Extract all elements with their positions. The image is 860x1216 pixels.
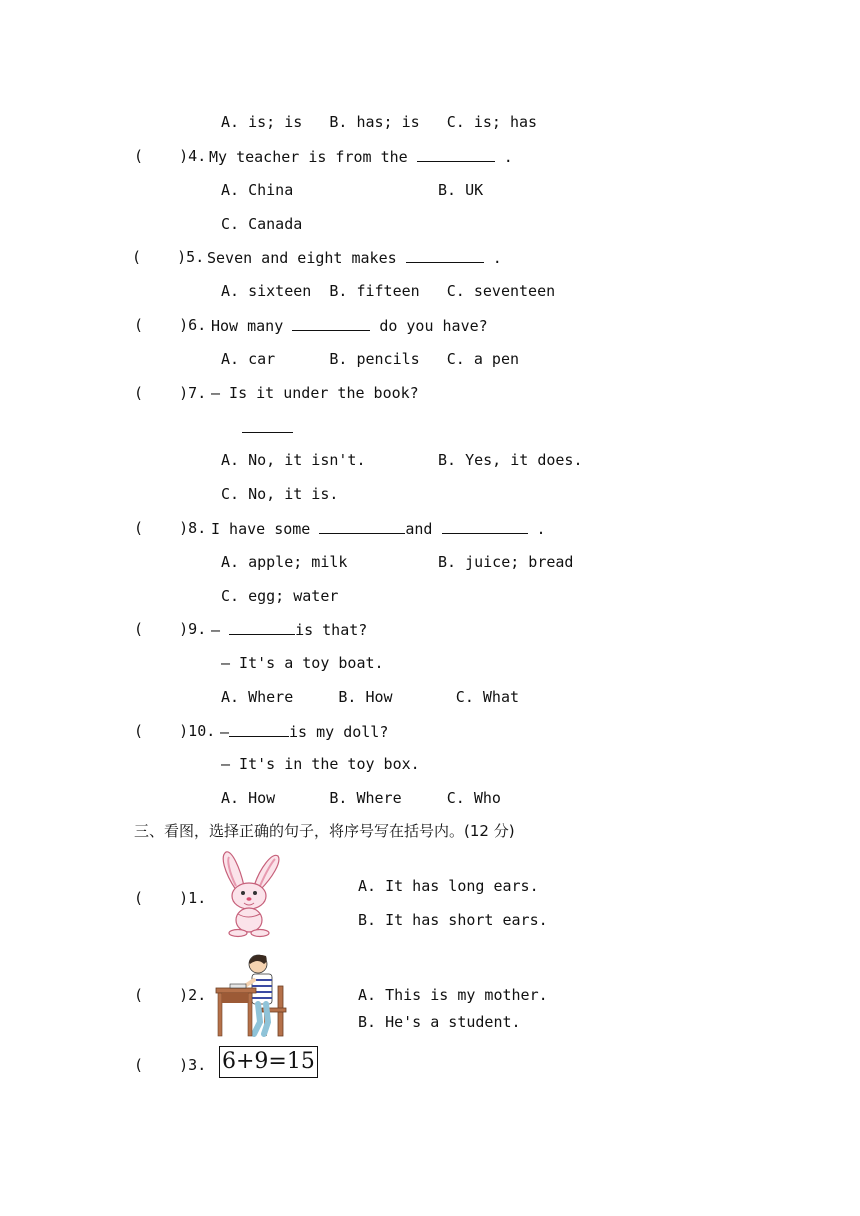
q8-stem: I have some and . (211, 520, 546, 538)
s3-q1-option-a: A. It has long ears. (358, 877, 539, 895)
q5-options: A. sixteen B. fifteen C. seventeen (221, 282, 556, 300)
q10-stem: — is my doll? (220, 723, 389, 741)
q5-stem: Seven and eight makes . (207, 249, 502, 267)
q8-option-c: C. egg; water (221, 587, 339, 605)
s3-q3-paren: ( )3. (134, 1056, 207, 1074)
answer-blank[interactable] (406, 248, 484, 263)
equation-box: 6+9=15 (219, 1046, 318, 1078)
s3-q1-paren: ( )1. (134, 889, 207, 907)
q4-option-c: C. Canada (221, 215, 303, 233)
q7-paren: ( )7. (134, 384, 207, 402)
q5-paren: ( )5. (132, 248, 205, 266)
q7-answer-blank[interactable] (242, 418, 293, 433)
q9-options: A. Where B. How C. What (221, 688, 520, 706)
s3-q2-option-a: A. This is my mother. (358, 986, 548, 1004)
q9-stem: — is that? (211, 621, 368, 639)
q4-option-a: A. China (221, 181, 294, 199)
q6-paren: ( )6. (134, 316, 207, 334)
q8-option-b: B. juice; bread (438, 553, 574, 571)
q7-option-b: B. Yes, it does. (438, 451, 583, 469)
s3-q2-paren: ( )2. (134, 986, 207, 1004)
q10-answer: — It's in the toy box. (221, 755, 420, 773)
answer-blank[interactable] (229, 620, 295, 635)
q10-paren: ( )10. (134, 722, 216, 740)
answer-blank[interactable] (442, 519, 528, 534)
q9-paren: ( )9. (134, 620, 207, 638)
answer-blank[interactable] (292, 316, 370, 331)
answer-blank[interactable] (417, 147, 495, 162)
q4-option-b: B. UK (438, 181, 484, 199)
answer-blank[interactable] (319, 519, 405, 534)
q7-option-c: C. No, it is. (221, 485, 339, 503)
rabbit-picture (214, 850, 284, 938)
q7-stem: — Is it under the book? (211, 384, 419, 402)
s3-q1-option-b: B. It has short ears. (358, 911, 548, 929)
q6-stem: How many do you have? (211, 317, 488, 335)
q4-paren: ( )4. (134, 147, 207, 165)
q7-option-a: A. No, it isn't. (221, 451, 366, 469)
answer-blank[interactable] (229, 722, 289, 737)
q8-option-a: A. apple; milk (221, 553, 348, 571)
section-3-heading: 三、看图，选择正确的句子，将序号写在括号内。(12 分) (134, 822, 515, 840)
s3-q2-option-b: B. He's a student. (358, 1013, 521, 1031)
q10-options: A. How B. Where C. Who (221, 789, 501, 807)
q8-paren: ( )8. (134, 519, 207, 537)
q9-answer: — It's a toy boat. (221, 654, 384, 672)
q4-stem: My teacher is from the . (209, 148, 513, 166)
q3-options: A. is; is B. has; is C. is; has (221, 113, 538, 131)
student-at-desk-picture (214, 950, 298, 1038)
q6-options: A. car B. pencils C. a pen (221, 350, 520, 368)
